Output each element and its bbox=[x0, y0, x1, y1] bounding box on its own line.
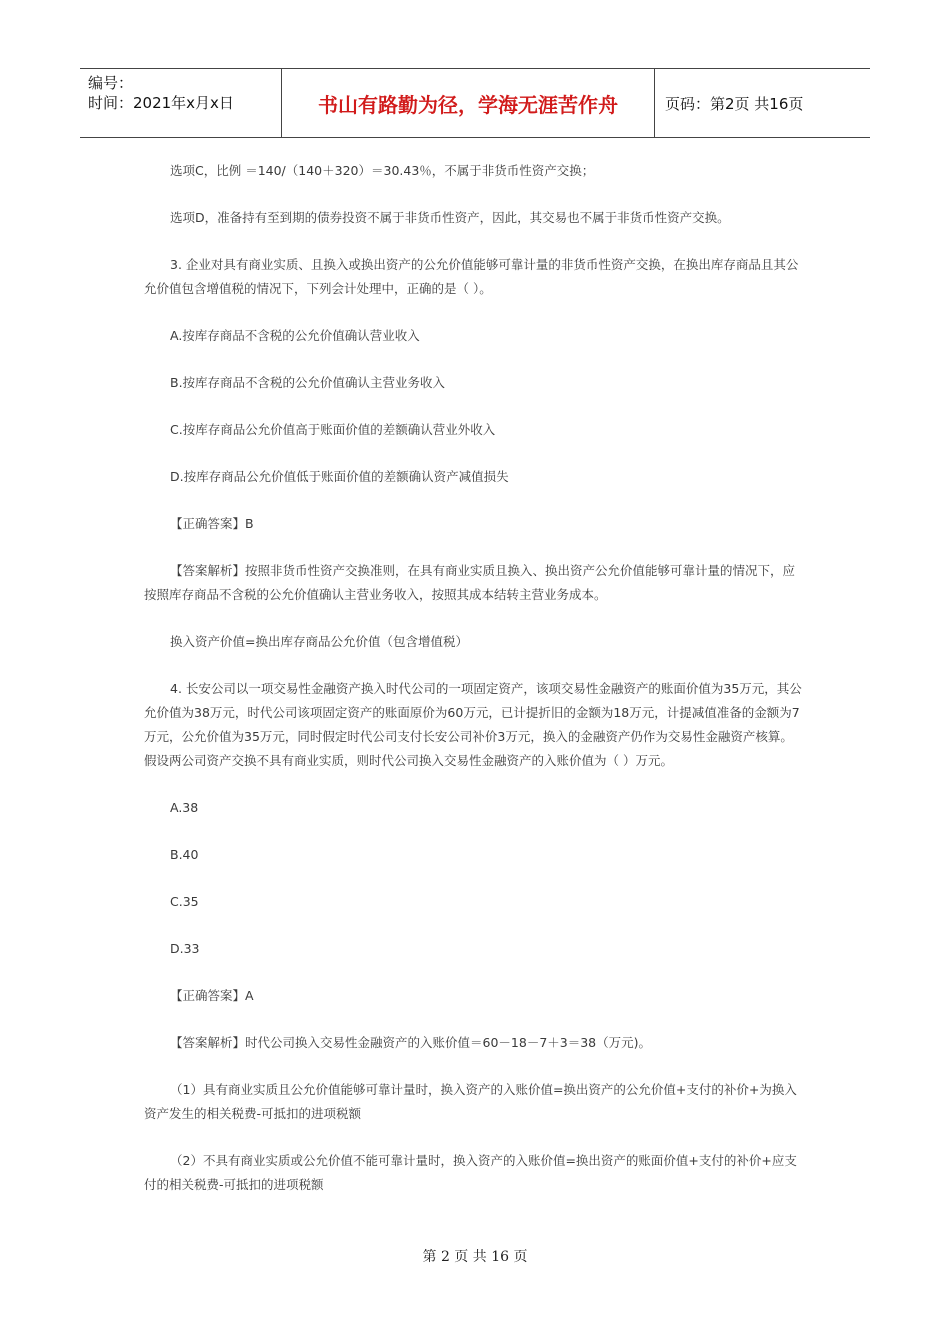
q3-option-a: A.按库存商品不含税的公允价值确认营业收入 bbox=[170, 328, 420, 343]
q4-option-c: C.35 bbox=[170, 894, 199, 909]
q4-answer-analysis: 【答案解析】时代公司换入交易性金融资产的入账价值＝60－18－7＋3＝38（万元)。 bbox=[170, 1035, 652, 1050]
q4-option-a: A.38 bbox=[170, 800, 199, 815]
document-body bbox=[144, 159, 804, 1197]
page-footer: 第 2 页 共 16 页 bbox=[422, 1249, 528, 1265]
q4-correct-answer: 【正确答案】A bbox=[170, 988, 254, 1003]
option-d-explanation: 选项D，准备持有至到期的债券投资不属于非货币性资产，因此，其交易也不属于非货币性资产交换。 bbox=[170, 210, 730, 225]
q3-option-d: D.按库存商品公允价值低于账面价值的差额确认资产减值损失 bbox=[170, 469, 509, 484]
question-3: 3. 企业对具有商业实质、且换入或换出资产的公允价值能够可靠计量的非货币性资产交换，在换出库存商品且其公允价值包含增值税的情况下，下列会计处理中，正确的是（ ）。 bbox=[144, 257, 799, 296]
motto-text: 书山有路勤为径，学海无涯苦作舟 bbox=[318, 92, 618, 117]
header-meta-cell bbox=[80, 69, 281, 137]
q3-correct-answer: 【正确答案】B bbox=[170, 516, 254, 531]
question-4: 4. 长安公司以一项交易性金融资产换入时代公司的一项固定资产，该项交易性金融资产的账面价值为35万元，其公允价值为38万元，时代公司该项固定资产的账面原价为60万元，已计提折旧的金额为18万元，计提减值准备的金额为7万元，公允价值为35万元，同时假定时代公司支付长安公司补价3万元，换入的金融资产仍作为交易性金融资产核算。假设两公司资产交换不具有商业实质，则时代公司换入交易性金融资产的入账价值为（ ）万元。 bbox=[144, 681, 802, 768]
q3-answer-analysis: 【答案解析】按照非货币性资产交换准则，在具有商业实质且换入、换出资产公允价值能够可靠计量的情况下，应按照库存商品不含税的公允价值确认主营业务收入，按照其成本结转主营业务成本。 bbox=[144, 563, 796, 602]
document-date: 时间：2021年x月x日 bbox=[88, 94, 234, 112]
header-page-number: 页码：第2页 共16页 bbox=[665, 94, 804, 113]
page-header bbox=[80, 68, 870, 138]
q3-option-c: C.按库存商品公允价值高于账面价值的差额确认营业外收入 bbox=[170, 422, 496, 437]
q4-rule-1: （1）具有商业实质且公允价值能够可靠计量时，换入资产的入账价值=换出资产的公允价值+支付的补价+为换入资产发生的相关税费-可抵扣的进项税额 bbox=[144, 1082, 797, 1121]
q4-rule-2: （2）不具有商业实质或公允价值不能可靠计量时，换入资产的入账价值=换出资产的账面价值+支付的补价+应支付的相关税费-可抵扣的进项税额 bbox=[144, 1153, 797, 1192]
header-page-cell bbox=[655, 69, 870, 137]
q4-option-b: B.40 bbox=[170, 847, 199, 862]
document-number-label: 编号： bbox=[88, 74, 134, 92]
q4-option-d: D.33 bbox=[170, 941, 200, 956]
q3-option-b: B.按库存商品不含税的公允价值确认主营业务收入 bbox=[170, 375, 446, 390]
q3-formula: 换入资产价值=换出库存商品公允价值（包含增值税） bbox=[170, 634, 468, 649]
option-c-explanation: 选项C，比例 ＝140/（140＋320）＝30.43％，不属于非货币性资产交换； bbox=[170, 163, 595, 178]
header-motto-cell bbox=[281, 69, 655, 137]
